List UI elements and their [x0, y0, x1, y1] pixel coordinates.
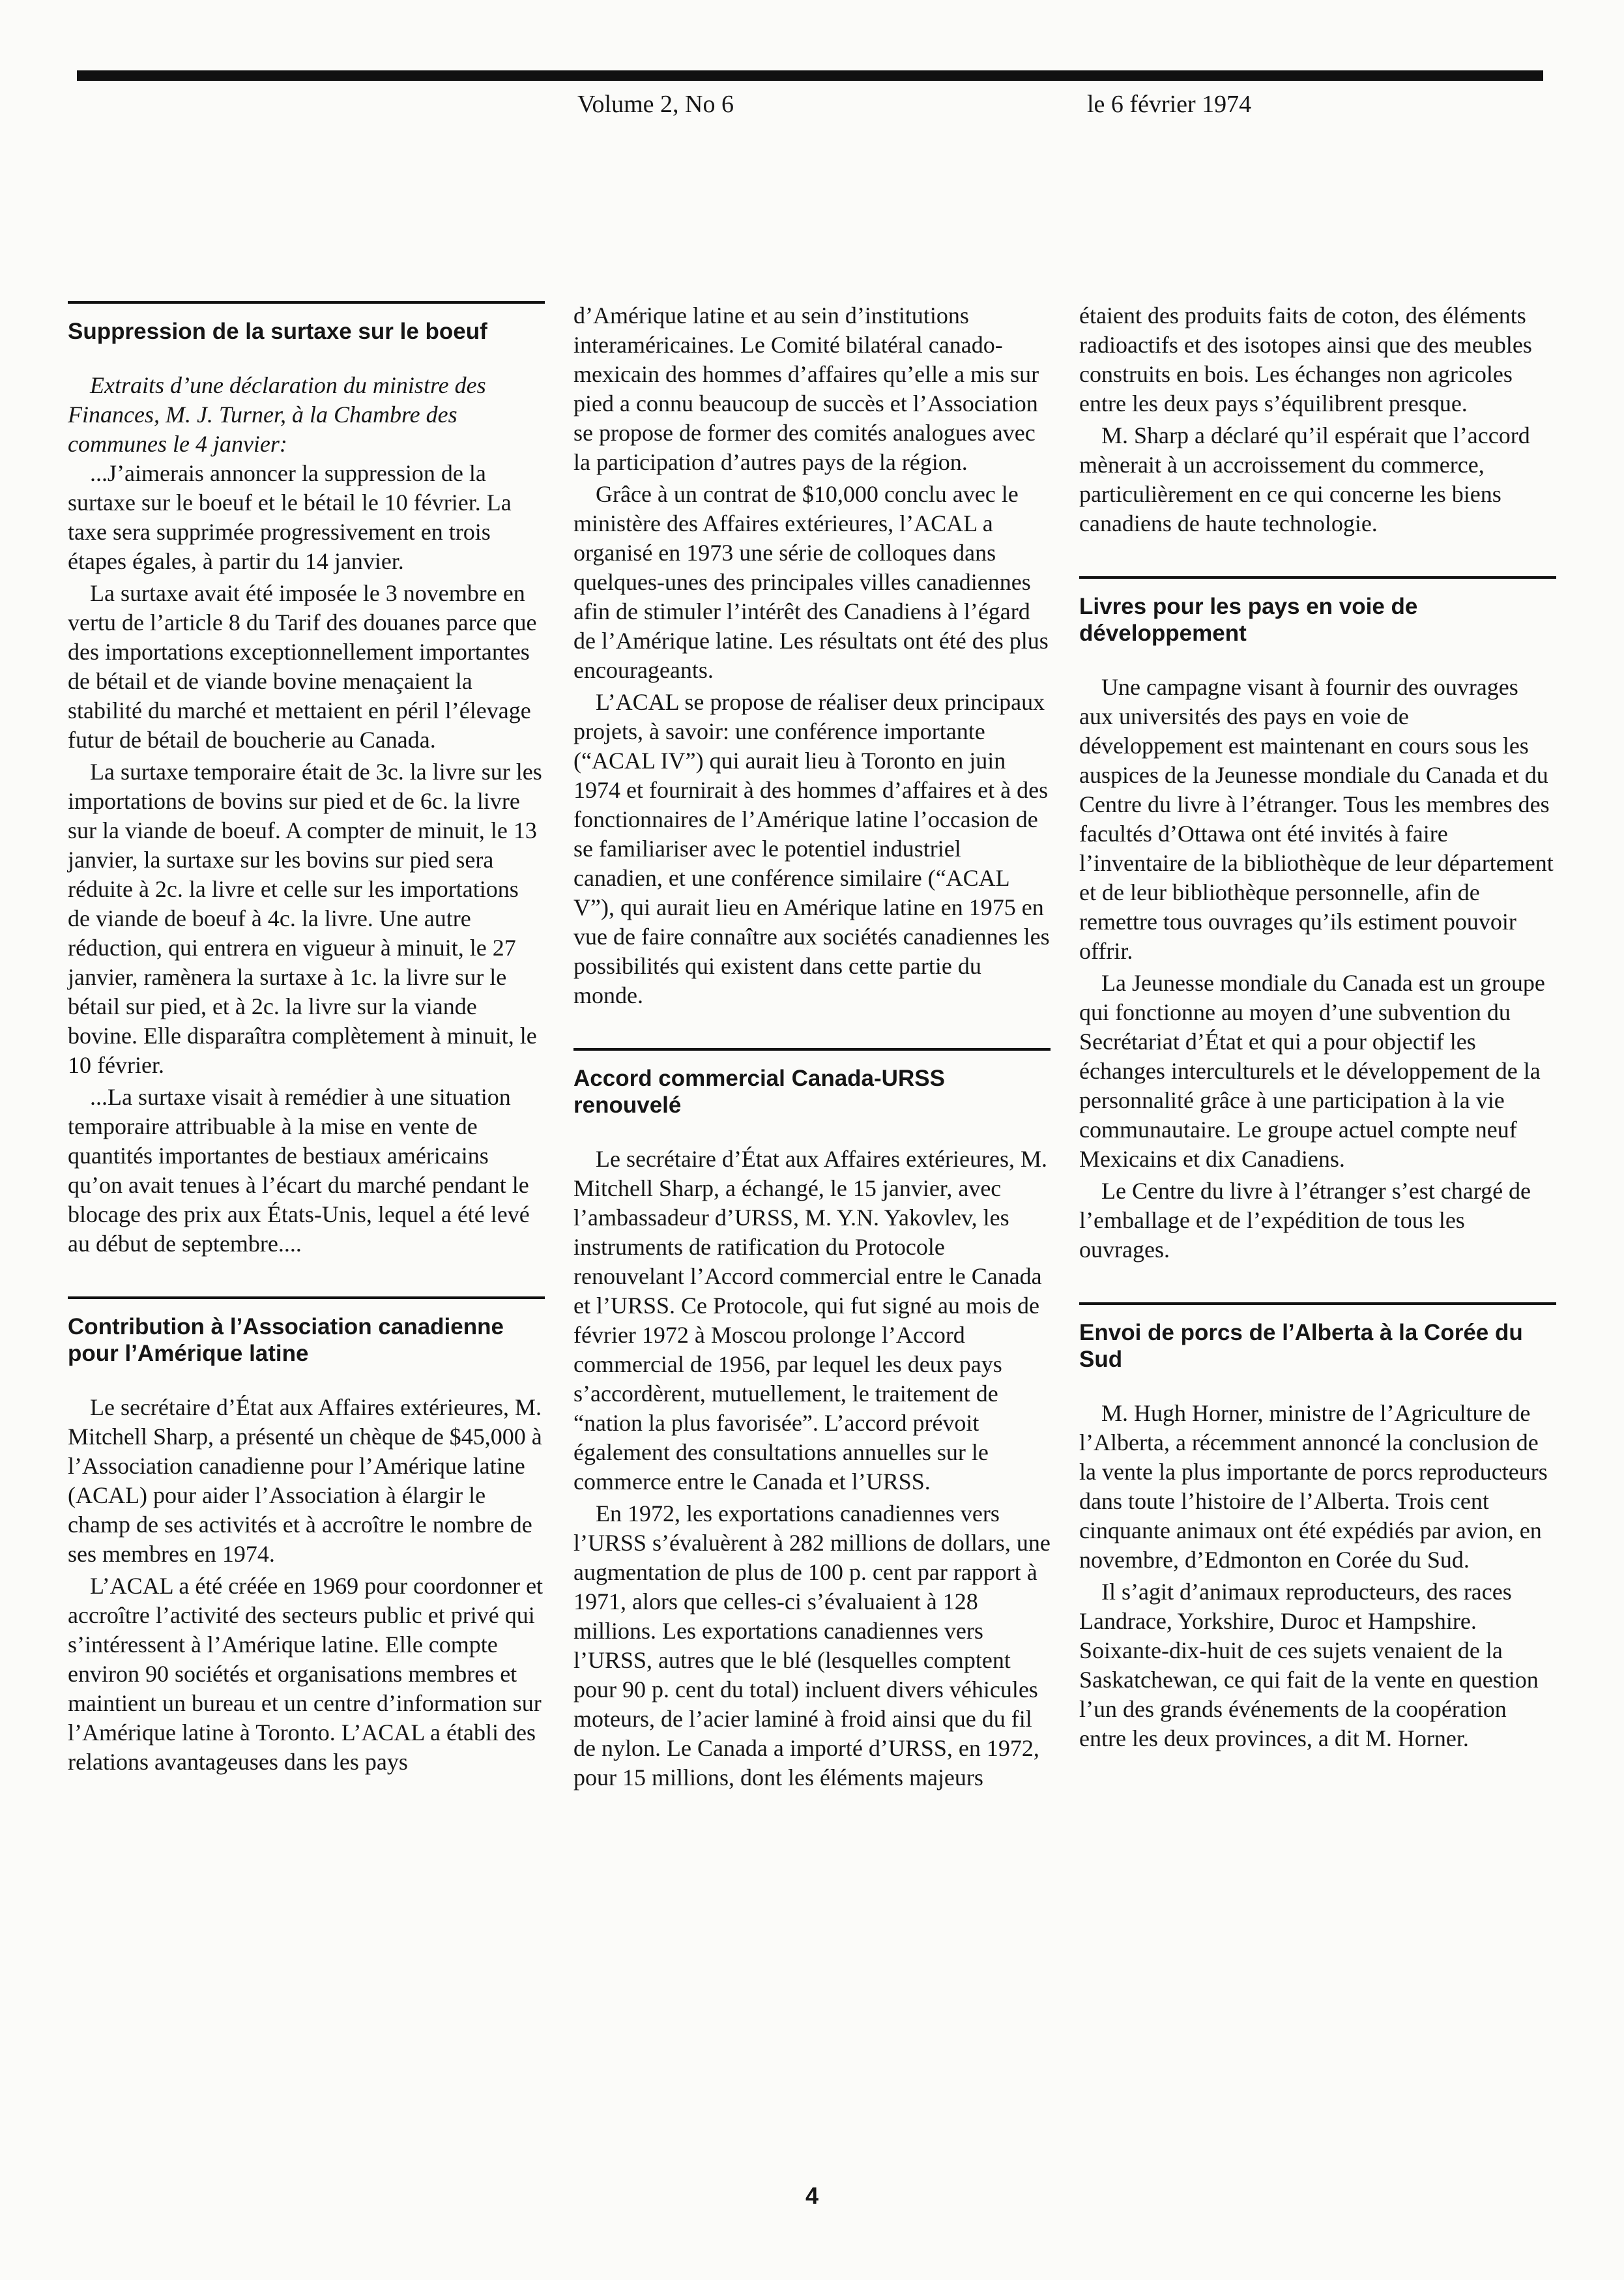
column-3: [1079, 301, 1556, 1756]
article-paragraph: Le secrétaire d’État aux Affaires extérieures, M. Mitchell Sharp, a présenté un chèque de $45,000 à l’Association canadienne pour l’Amérique latine (ACAL) pour aider l’Association à élargir le champ de ses activités et à accroître le nombre de ses membres en 1974.: [68, 1394, 542, 1567]
article-paragraph: ...La surtaxe visait à remédier à une situation temporaire attribuable à la mise en vente de quantités importantes de bestiaux américains qu’on avait tenues à l’écart du marché pendant le blocage des prix aux États-Unis, lequel a été levé au début de septembre....: [68, 1084, 530, 1257]
section-rule: [68, 301, 545, 304]
section-rule: [1079, 1302, 1556, 1305]
article-title-surtaxe-boeuf: Suppression de la surtaxe sur le boeuf: [68, 319, 487, 344]
page-number: 4: [805, 2182, 819, 2209]
issue-date: le 6 février 1974: [1087, 91, 1252, 118]
article-paragraph: Le secrétaire d’État aux Affaires extérieures, M. Mitchell Sharp, a échangé, le 15 janvier, avec l’ambassadeur d’URSS, M. Y.N. Yakovlev, les instruments de ratification du Protocole renouvelant l’Accord commercial entre le Canada et l’URSS. Ce Protocole, qui fut signé au mois de février 1972 à Moscou prolonge l’Accord commercial de 1956, par lequel les deux pays s’accordèrent, mutuellement, le traitement de “nation la plus favorisée”. L’accord prévoit également des consultations annuelles sur le commerce entre le Canada et l’URSS.: [573, 1146, 1047, 1495]
article-title-porcs-alberta: Envoi de porcs de l’Alberta à la Corée du Sud: [1079, 1320, 1523, 1372]
section-rule: [68, 1296, 545, 1299]
article-paragraph: ...J’aimerais annoncer la suppression de la surtaxe sur le boeuf et le bétail le 10 février. La taxe sera supprimée progressivement en trois étapes égales, à partir du 14 janvier.: [68, 460, 512, 574]
article-title-accord-canada-urss: Accord commercial Canada-URSS renouvelé: [573, 1066, 945, 1118]
top-rule: [77, 70, 1543, 81]
article-paragraph-continued: d’Amérique latine et au sein d’institutions interaméricaines. Le Comité bilatéral canado-mexicain des hommes d’affaires qu’elle a mis sur pied a connu beaucoup de succès et l’Association se propose de former des comités analogues avec la participation d’autres pays de la région.: [573, 302, 1039, 475]
article-paragraph: En 1972, les exportations canadiennes vers l’URSS s’évaluèrent à 282 millions de dollars, une augmentation de plus de 100 p. cent par rapport à 1971, alors que celles-ci s’évaluaient à 128 millions. Les exportations canadiennes vers l’URSS, autres que le blé (lesquelles comptent pour 90 p. cent du total) incluent divers véhicules moteurs, de l’acier laminé à froid ainsi que du fil de nylon. Le Canada a importé d’URSS, en 1972, pour 15 millions, dont les éléments majeurs: [573, 1500, 1051, 1790]
column-1: [68, 301, 545, 1779]
article-paragraph: Le Centre du livre à l’étranger s’est chargé de l’emballage et de l’expédition de tous les ouvrages.: [1079, 1178, 1531, 1263]
article-paragraph: L’ACAL se propose de réaliser deux principaux projets, à savoir: une conférence importante (“ACAL IV”) qui aurait lieu à Toronto en juin 1974 et fournirait à des hommes d’affaires et à des fonctionnaires de l’Amérique latine l’occasion de se familiariser avec le potentiel industriel canadien, et une conférence similaire (“ACAL V”), qui aurait lieu en Amérique latine en 1975 en vue de faire connaître aux sociétés canadiennes les possibilités qui existent dans cette partie du monde.: [573, 689, 1050, 1008]
article-paragraph: M. Hugh Horner, ministre de l’Agriculture de l’Alberta, a récemment annoncé la conclusion de la vente la plus importante de porcs reproducteurs dans toute l’histoire de l’Alberta. Trois cent cinquante animaux ont été expédiés par avion, en novembre, d’Edmonton en Corée du Sud.: [1079, 1400, 1548, 1573]
article-paragraph-continued: étaient des produits faits de coton, des éléments radioactifs et des isotopes ainsi que des meubles construits en bois. Les échanges non agricoles entre les deux pays s’équilibrent presque.: [1079, 302, 1532, 417]
article-paragraph: La surtaxe avait été imposée le 3 novembre en vertu de l’article 8 du Tarif des douanes parce que des importations exceptionnellement importantes de bétail et de viande bovine menaçaient la stabilité du marché et mettaient en péril l’élevage futur de bétail de boucherie au Canada.: [68, 580, 537, 753]
article-paragraph: La Jeunesse mondiale du Canada est un groupe qui fonctionne au moyen d’une subvention du Secrétariat d’État et qui a pour objectif les échanges interculturels et le développement de la personnalité grâce à une participation à la vie communautaire. Le groupe actuel compte neuf Mexicains et dix Canadiens.: [1079, 970, 1545, 1172]
article-intro: Extraits d’une déclaration du ministre des Finances, M. J. Turner, à la Chambre des communes le 4 janvier:: [68, 372, 486, 457]
issue-volume: Volume 2, No 6: [577, 91, 734, 118]
article-paragraph: M. Sharp a déclaré qu’il espérait que l’accord mènerait à un accroissement du commerce, particulièrement en ce qui concerne les biens canadiens de haute technologie.: [1079, 422, 1530, 536]
section-rule: [573, 1048, 1051, 1051]
article-paragraph: Une campagne visant à fournir des ouvrages aux universités des pays en voie de développement est maintenant en cours sous les auspices de la Jeunesse mondiale du Canada et du Centre du livre à l’étranger. Tous les membres des facultés d’Ottawa ont été invités à faire l’inventaire de la bibliothèque de leur département et de leur bibliothèque personnelle, afin de remettre tous ouvrages qu’ils estiment pouvoir offrir.: [1079, 674, 1554, 964]
section-rule: [1079, 576, 1556, 579]
column-2: [573, 301, 1051, 1795]
article-title-contribution-acal: Contribution à l’Association canadienne pour l’Amérique latine: [68, 1314, 504, 1366]
article-paragraph: Il s’agit d’animaux reproducteurs, des races Landrace, Yorkshire, Duroc et Hampshire. Soixante-dix-huit de ces sujets venaient de la Saskatchewan, ce qui fait de la vente en question l’un des grands événements de la coopération entre les deux provinces, a dit M. Horner.: [1079, 1579, 1539, 1751]
article-paragraph: L’ACAL a été créée en 1969 pour coordonner et accroître l’activité des secteurs public et privé qui s’intéressent à l’Amérique latine. Elle compte environ 90 sociétés et organisations membres et maintient un bureau et un centre d’information sur l’Amérique latine à Toronto. L’ACAL a établi des relations avantageuses dans les pays: [68, 1573, 544, 1775]
article-title-livres-pays: Livres pour les pays en voie de développement: [1079, 594, 1418, 646]
article-paragraph: Grâce à un contrat de $10,000 conclu avec le ministère des Affaires extérieures, l’ACAL a organisé en 1973 une série de colloques dans quelques-unes des principales villes canadiennes afin de stimuler l’intérêt des Canadiens à l’égard de l’Amérique latine. Les résultats ont été des plus encourageants.: [573, 481, 1049, 683]
article-paragraph: La surtaxe temporaire était de 3c. la livre sur les importations de bovins sur pied et de 6c. la livre sur la viande de boeuf. A compter de minuit, le 13 janvier, la surtaxe sur les bovins sur pied sera réduite à 2c. la livre et celle sur les importations de viande de boeuf à 4c. la livre. Une autre réduction, qui entrera en vigueur à minuit, le 27 janvier, ramènera la surtaxe à 1c. la livre sur le bétail sur pied, et à 2c. la livre sur la viande bovine. Elle disparaîtra complètement à minuit, le 10 février.: [68, 759, 542, 1078]
